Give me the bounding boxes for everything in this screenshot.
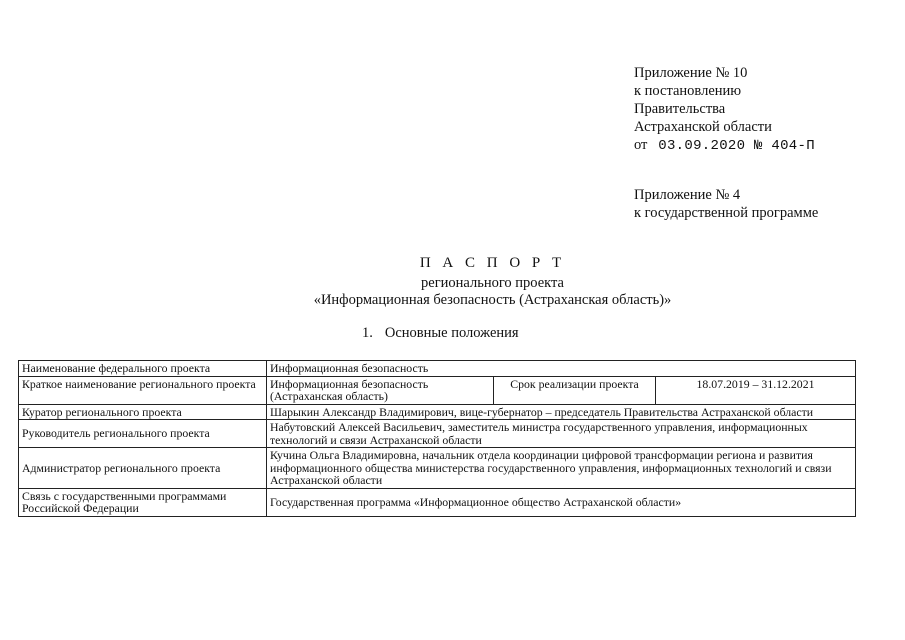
section-title: Основные положения [384, 325, 519, 341]
date-prefix: от [634, 137, 648, 153]
resolution-date-line [634, 136, 815, 155]
passport-subtitle: регионального проекта [421, 275, 564, 291]
section-heading [362, 325, 519, 342]
short-name-value: Информационная безопасность (Астраханская область) [267, 376, 494, 404]
appendix-state-program-block [634, 186, 818, 222]
term-label: Срок реализации проекта [494, 376, 656, 404]
appendix-line: Правительства [634, 101, 726, 117]
table-row [19, 448, 856, 489]
table-row [19, 404, 856, 420]
federal-project-value: Информационная безопасность [267, 361, 856, 377]
table-row [19, 488, 856, 516]
term-value: 18.07.2019 – 31.12.2021 [656, 376, 856, 404]
passport-table [18, 360, 856, 517]
admin-value: Кучина Ольга Владимировна, начальник отдела координации цифровой трансформации региона и развития информационного общества министерства государственного управления, информационных технологий и связи Астраханской области [267, 448, 856, 489]
curator-value: Шарыкин Александр Владимирович, вице-губернатор – председатель Правительства Астраханской области [267, 404, 856, 420]
head-value: Набутовский Алексей Васильевич, заместитель министра государственного управления, информационных технологий и связи Астраханской области [267, 420, 856, 448]
resolution-date-number: 03.09.2020 № 404-П [658, 138, 815, 154]
appendix-line: к государственной программе [634, 205, 819, 221]
links-value: Государственная программа «Информационное общество Астраханской области» [267, 488, 856, 516]
appendix-line: Приложение № 4 [634, 187, 741, 203]
admin-label: Администратор регионального проекта [19, 448, 267, 489]
table-row [19, 376, 856, 404]
curator-label: Куратор регионального проекта [19, 404, 267, 420]
federal-project-label: Наименование федерального проекта [19, 361, 267, 377]
appendix-line: Приложение № 10 [634, 65, 748, 81]
short-name-label: Краткое наименование регионального проекта [19, 376, 267, 404]
section-number: 1. [362, 325, 373, 341]
appendix-line: к постановлению [634, 83, 742, 99]
table-row [19, 361, 856, 377]
table-row [19, 420, 856, 448]
passport-title: П А С П О Р Т [419, 255, 566, 271]
appendix-resolution-block [634, 64, 815, 155]
passport-project-name: «Информационная безопасность (Астраханская область)» [313, 292, 672, 308]
appendix-line: Астраханской области [634, 119, 772, 135]
head-label: Руководитель регионального проекта [19, 420, 267, 448]
links-label: Связь с государственными программами Российской Федерации [19, 488, 267, 516]
